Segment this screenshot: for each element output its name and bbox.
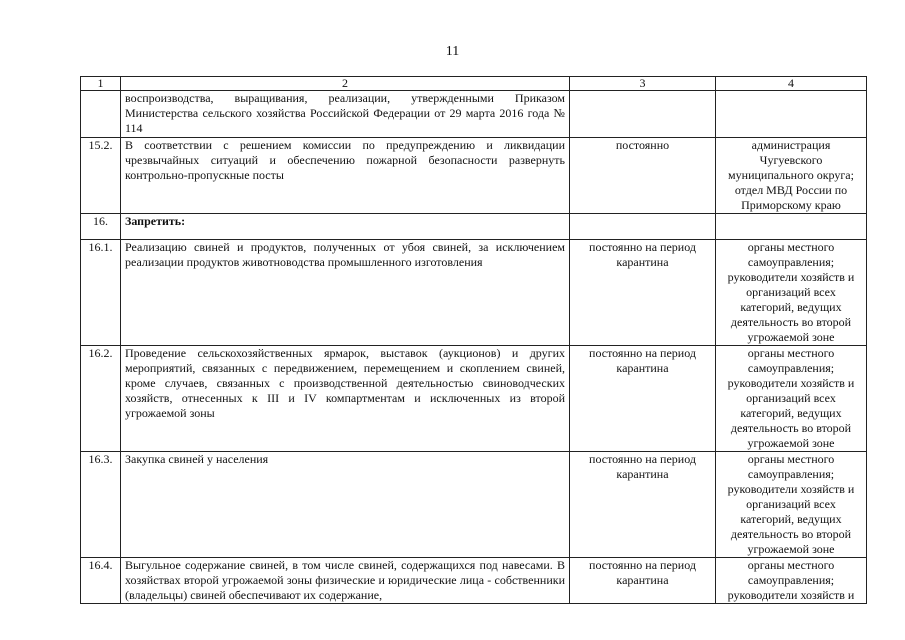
row-number: 16.4. — [81, 558, 121, 604]
header-col-2: 2 — [121, 77, 570, 91]
row-term — [570, 214, 716, 240]
row-term — [570, 91, 716, 138]
table-row — [81, 558, 867, 604]
row-measure: В соответствии с решением комиссии по предупреждению и ликвидации чрезвычайных ситуаций и обеспечению пожарной безопасности развернуть контрольно-пропускные посты — [121, 138, 570, 214]
row-term: постоянно на период карантина — [570, 558, 716, 604]
row-measure: Запретить: — [121, 214, 570, 240]
row-responsible: администрация Чугуевского муниципального округа; отдел МВД России по Приморскому краю — [716, 138, 867, 214]
table-row — [81, 346, 867, 452]
header-col-1: 1 — [81, 77, 121, 91]
row-number: 16.3. — [81, 452, 121, 558]
row-number: 15.2. — [81, 138, 121, 214]
row-measure: воспроизводства, выращивания, реализации, утвержденными Приказом Министерства сельского хозяйства Российской Федерации от 29 марта 2016 года № 114 — [121, 91, 570, 138]
table-row — [81, 452, 867, 558]
row-number: 16.1. — [81, 240, 121, 346]
row-measure: Выгульное содержание свиней, в том числе свиней, содержащихся под навесами. В хозяйствах второй угрожаемой зоны физические и юридические лица - собственники (владельцы) свиней обеспечивают их содержание, — [121, 558, 570, 604]
row-responsible — [716, 214, 867, 240]
table-row — [81, 138, 867, 214]
row-term: постоянно на период карантина — [570, 346, 716, 452]
measures-table — [80, 76, 867, 604]
row-responsible: органы местного самоуправления; руководители хозяйств и — [716, 558, 867, 604]
table-row — [81, 91, 867, 138]
row-measure: Реализацию свиней и продуктов, полученных от убоя свиней, за исключением реализации продуктов животноводства промышленного изготовления — [121, 240, 570, 346]
row-term: постоянно — [570, 138, 716, 214]
row-number — [81, 91, 121, 138]
table-header-row — [81, 77, 867, 91]
table-row — [81, 214, 867, 240]
row-number: 16.2. — [81, 346, 121, 452]
header-col-3: 3 — [570, 77, 716, 91]
row-term: постоянно на период карантина — [570, 240, 716, 346]
header-col-4: 4 — [716, 77, 867, 91]
row-responsible: органы местного самоуправления; руководители хозяйств и организаций всех категорий, ведущих деятельность во второй угрожаемой зоне — [716, 240, 867, 346]
row-responsible — [716, 91, 867, 138]
table-row — [81, 240, 867, 346]
row-number: 16. — [81, 214, 121, 240]
row-measure: Проведение сельскохозяйственных ярмарок, выставок (аукционов) и других мероприятий, связанных с передвижением, перемещением и скоплением свиней, кроме случаев, связанных с производственной деятельностью свиноводческих хозяйств, отнесенных к III и IV компартментам и исключенных из второй угрожаемой зоны — [121, 346, 570, 452]
row-measure: Закупка свиней у населения — [121, 452, 570, 558]
row-responsible: органы местного самоуправления; руководители хозяйств и организаций всех категорий, ведущих деятельность во второй угрожаемой зоне — [716, 346, 867, 452]
row-term: постоянно на период карантина — [570, 452, 716, 558]
page-number: 11 — [445, 44, 460, 59]
row-responsible: органы местного самоуправления; руководители хозяйств и организаций всех категорий, ведущих деятельность во второй угрожаемой зоне — [716, 452, 867, 558]
